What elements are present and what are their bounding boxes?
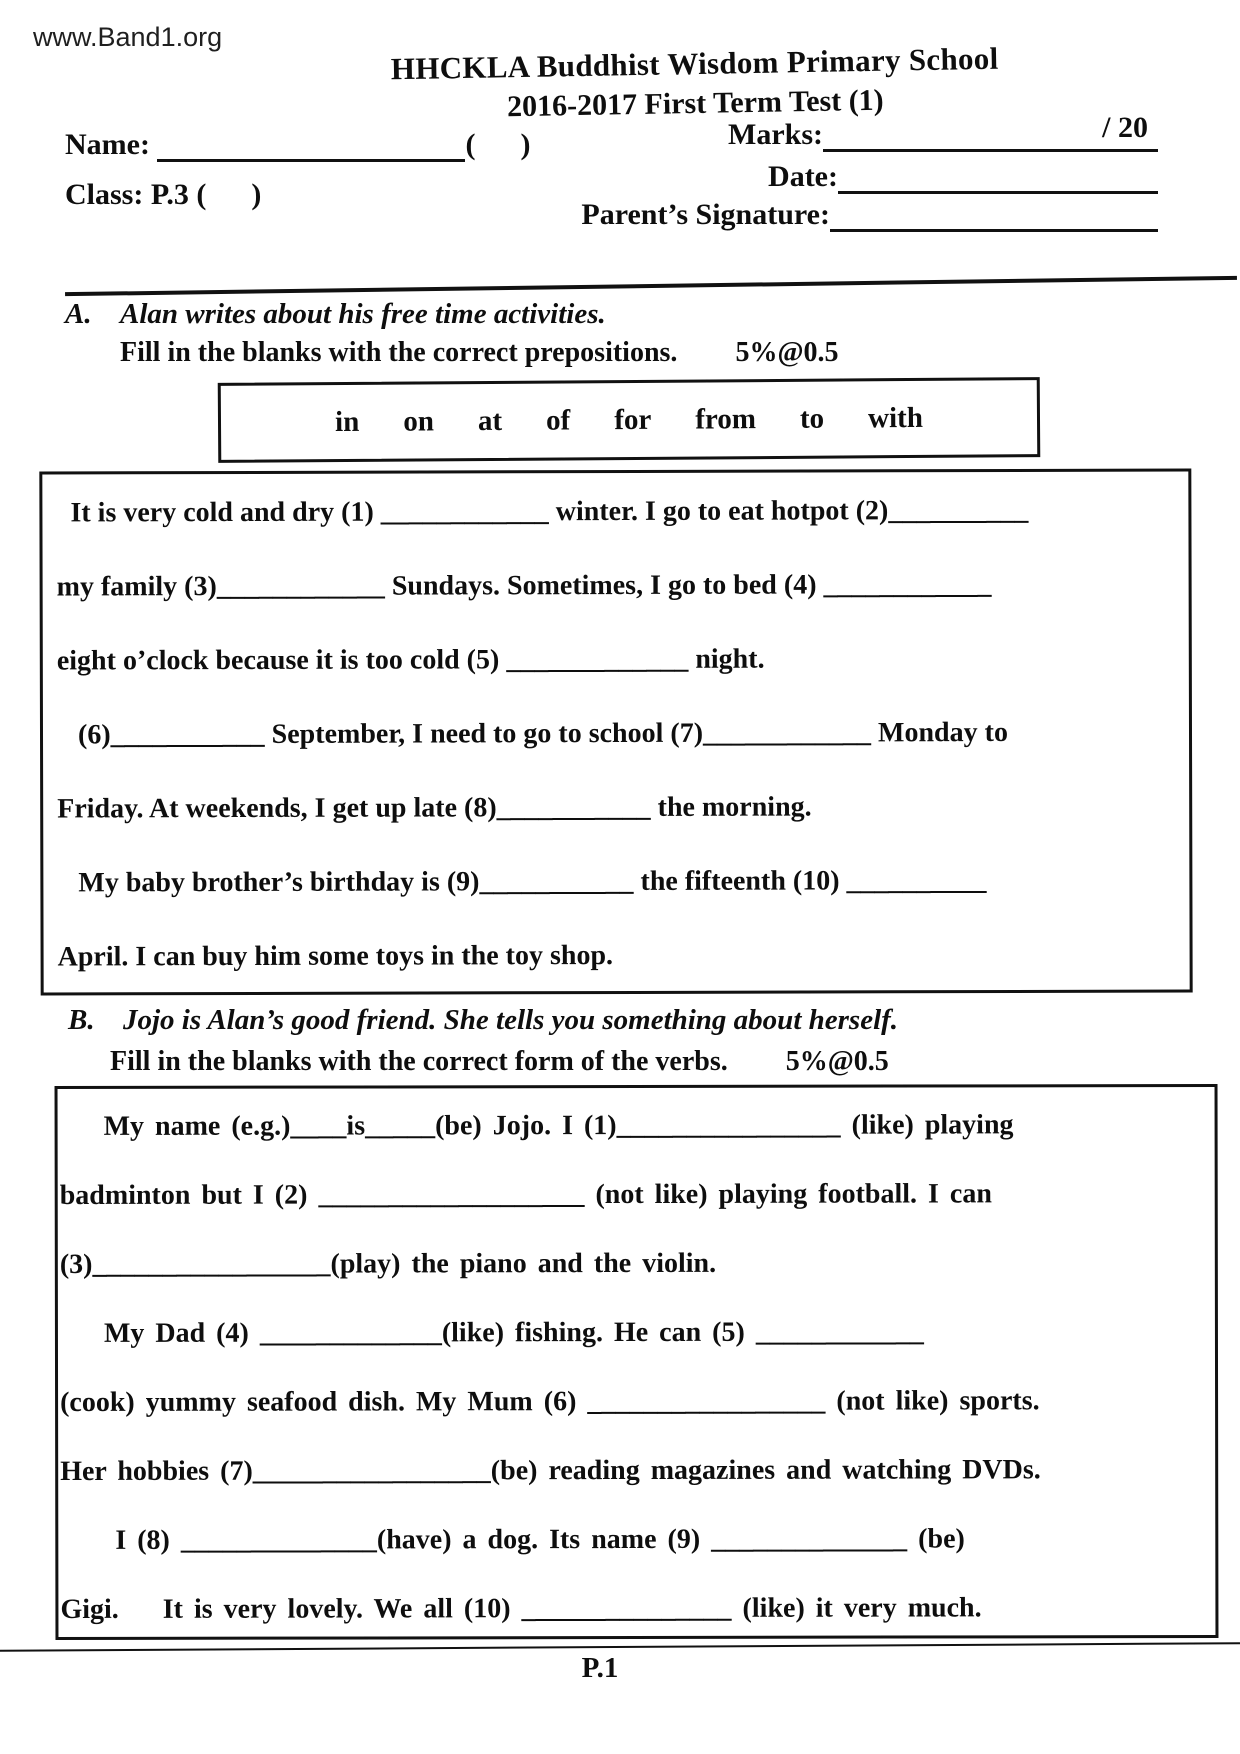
date-field-row <box>768 160 1158 194</box>
passage-line: April. I can buy him some toys in the toy shop. <box>57 940 614 973</box>
section-a-letter: A. <box>65 298 92 330</box>
word-bank-word: to <box>799 402 825 435</box>
passage-line: I (8) ______________(have) a dog. Its name (9) ______________ (be) <box>60 1523 965 1557</box>
section-a-title: Alan writes about his free time activities. <box>120 298 606 330</box>
section-a-passage-box <box>39 468 1192 995</box>
name-class-number-paren: ( ) <box>465 128 531 161</box>
section-b-heading <box>68 1004 898 1037</box>
marks-total: / 20 <box>1102 111 1148 144</box>
name-label: Name: <box>65 128 158 161</box>
date-blank-line <box>838 160 1158 194</box>
signature-label: Parent’s Signature: <box>581 198 830 231</box>
passage-line: My baby brother’s birthday is (9)___________ the fifteenth (10) __________ <box>57 865 987 899</box>
word-bank-word: for <box>614 403 652 436</box>
section-a-heading <box>65 298 606 331</box>
watermark-url: www.Band1.org <box>33 22 223 52</box>
word-bank-word: on <box>403 404 435 438</box>
passage-line: It is very cold and dry (1) ____________ winter. I go to eat hotpot (2)__________ <box>56 494 1029 529</box>
word-bank-word: in <box>334 405 360 438</box>
passage-line: my family (3)____________ Sundays. Sometimes, I go to bed (4) ____________ <box>56 569 992 603</box>
passage-line: My name (e.g.)____is_____(be) Jojo. I (1)________________ (like) playing <box>59 1109 1014 1143</box>
section-b-title: Jojo is Alan’s good friend. She tells you something about herself. <box>123 1004 899 1036</box>
test-title: 2016-2017 First Term Test (1) <box>506 83 884 124</box>
date-label: Date: <box>768 160 838 193</box>
section-b-marks-note: 5%@0.5 <box>785 1046 889 1077</box>
word-bank-box <box>218 377 1041 463</box>
signature-field-row <box>581 198 1158 232</box>
section-a-instruction-row <box>120 337 838 369</box>
passage-line: (3)_________________(play) the piano and the violin. <box>59 1247 717 1281</box>
header-separator-line <box>65 276 1237 296</box>
marks-field-row <box>728 111 1158 152</box>
section-b-instruction: Fill in the blanks with the correct form of the verbs. <box>110 1046 728 1077</box>
passage-line: eight o’clock because it is too cold (5) _____________ night. <box>56 643 765 677</box>
marks-blank-line <box>823 111 1158 152</box>
school-name: HHCKLA Buddhist Wisdom Primary School <box>390 40 999 87</box>
section-b-instruction-row <box>110 1046 889 1078</box>
class-field-row: Class: P.3 ( ) <box>65 178 262 211</box>
passage-line: badminton but I (2) ___________________ (not like) playing football. I can <box>59 1178 992 1212</box>
name-field-row <box>65 128 530 162</box>
word-bank-word: from <box>695 402 757 436</box>
section-a-instruction: Fill in the blanks with the correct prepositions. <box>120 337 678 368</box>
title-block <box>149 36 1240 130</box>
marks-label: Marks: <box>728 118 823 151</box>
word-bank-word: at <box>477 404 503 437</box>
passage-line: Gigi. It is very lovely. We all (10) _______________ (like) it very much. <box>60 1592 982 1626</box>
section-a-marks-note: 5%@0.5 <box>735 337 839 368</box>
section-b-letter: B. <box>68 1004 95 1036</box>
passage-line: Her hobbies (7)_________________(be) reading magazines and watching DVDs. <box>60 1454 1041 1488</box>
passage-line: Friday. At weekends, I get up late (8)___________ the morning. <box>57 791 812 825</box>
section-b-passage-box <box>55 1084 1219 1640</box>
passage-line: (cook) yummy seafood dish. My Mum (6) _________________ (not like) sports. <box>60 1385 1040 1419</box>
signature-blank-line <box>830 198 1158 232</box>
page-number: P.1 <box>581 1652 619 1684</box>
word-bank-word: with <box>868 401 924 434</box>
word-bank-word: of <box>545 403 571 437</box>
passage-line: My Dad (4) _____________(like) fishing. He can (5) ____________ <box>59 1316 924 1350</box>
passage-line: (6)___________ September, I need to go to school (7)____________ Monday to <box>56 716 1008 751</box>
name-blank-line <box>157 128 465 162</box>
